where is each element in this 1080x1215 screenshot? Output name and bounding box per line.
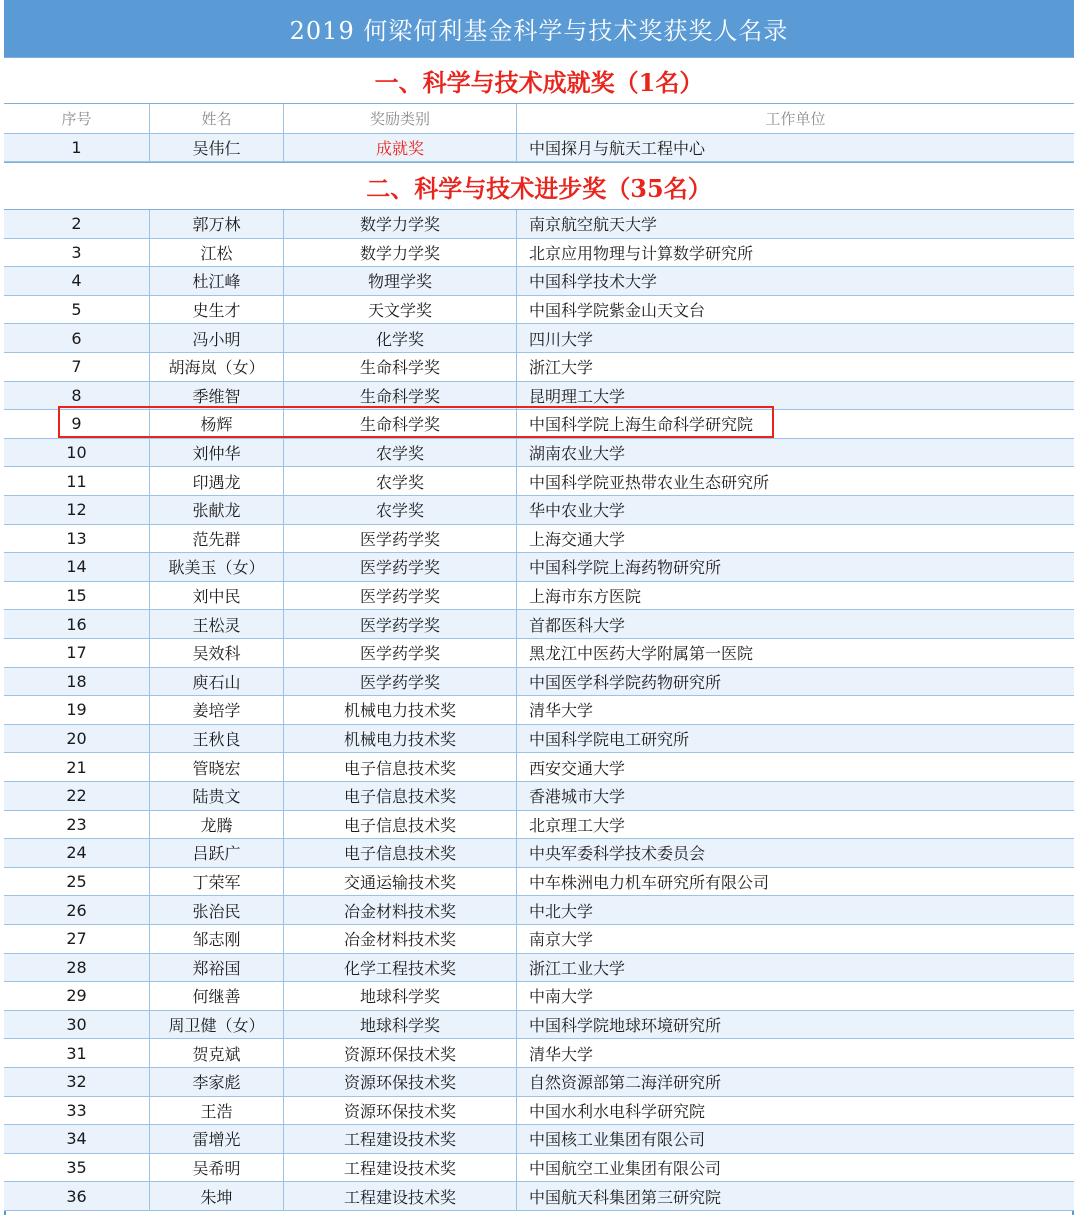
row-category: 天文学奖 [284, 296, 517, 324]
row-no: 30 [4, 1011, 150, 1039]
row-no: 27 [4, 925, 150, 953]
row-org: 南京航空航天大学 [529, 215, 658, 235]
table-row [4, 439, 1074, 468]
table-row [4, 496, 1074, 525]
row-category: 地球科学奖 [284, 1011, 517, 1039]
row-category: 医学药学奖 [284, 553, 517, 581]
row-no: 5 [4, 296, 150, 324]
row-no: 26 [4, 896, 150, 924]
row-org: 南京大学 [529, 930, 594, 950]
table-row [4, 382, 1074, 411]
row-category: 电子信息技术奖 [284, 753, 517, 781]
table-row [4, 1097, 1074, 1126]
row-name: 龙腾 [150, 811, 284, 839]
table-row [4, 782, 1074, 811]
row-category: 化学奖 [284, 324, 517, 352]
row-org: 上海交通大学 [529, 529, 626, 549]
row-no: 33 [4, 1097, 150, 1125]
table-row [4, 467, 1074, 496]
row-no: 7 [4, 353, 150, 381]
row-no: 35 [4, 1154, 150, 1182]
table-row [4, 1068, 1074, 1097]
row-name: 郭万林 [150, 210, 284, 238]
row-no: 11 [4, 467, 150, 495]
row-org: 中国科学院电工研究所 [529, 730, 690, 750]
row-org: 中央军委科学技术委员会 [529, 844, 706, 864]
row-name: 吴希明 [150, 1154, 284, 1182]
row-category: 农学奖 [284, 496, 517, 524]
row-name: 雷增光 [150, 1125, 284, 1153]
row-category: 医学药学奖 [284, 639, 517, 667]
row-org: 清华大学 [529, 1044, 594, 1064]
table-row [4, 582, 1074, 611]
row-no: 24 [4, 839, 150, 867]
row-no: 14 [4, 553, 150, 581]
row-name: 吕跃广 [150, 839, 284, 867]
row-org: 中国科学院紫金山天文台 [529, 301, 706, 321]
table-title: 2019 何梁何利基金科学与技术奖获奖人名录 [4, 0, 1074, 57]
table-row [4, 753, 1074, 782]
row-no: 34 [4, 1125, 150, 1153]
table-row [4, 134, 1074, 162]
table-row [4, 925, 1074, 954]
row-no: 12 [4, 496, 150, 524]
row-category: 资源环保技术奖 [284, 1039, 517, 1067]
row-org: 黑龙江中医药大学附属第一医院 [529, 644, 754, 664]
table-row [4, 1125, 1074, 1154]
column-header-row [4, 104, 1074, 134]
row-category: 资源环保技术奖 [284, 1068, 517, 1096]
row-category: 化学工程技术奖 [284, 954, 517, 982]
table-row [4, 610, 1074, 639]
row-category: 工程建设技术奖 [284, 1182, 517, 1210]
row-name: 张治民 [150, 896, 284, 924]
row-category: 医学药学奖 [284, 668, 517, 696]
row-name: 何继善 [150, 982, 284, 1010]
row-no: 22 [4, 782, 150, 810]
row-name: 江松 [150, 239, 284, 267]
row-category: 生命科学奖 [284, 382, 517, 410]
row-name: 丁荣军 [150, 868, 284, 896]
row-name: 贺克斌 [150, 1039, 284, 1067]
row-category: 电子信息技术奖 [284, 782, 517, 810]
row-org: 中北大学 [529, 901, 594, 921]
row-org: 清华大学 [529, 701, 594, 721]
row-name: 史生才 [150, 296, 284, 324]
table-row [4, 725, 1074, 754]
row-org: 中国航天科集团第三研究院 [529, 1187, 722, 1207]
table-row [4, 696, 1074, 725]
row-org: 中国探月与航天工程中心 [529, 139, 706, 158]
table-row [4, 410, 1074, 439]
row-org: 中国科学技术大学 [529, 272, 658, 292]
row-no: 1 [4, 134, 150, 161]
row-name: 王秋良 [150, 725, 284, 753]
row-no: 8 [4, 382, 150, 410]
column-header-org: 工作单位 [765, 110, 826, 128]
table-row [4, 954, 1074, 983]
row-no: 2 [4, 210, 150, 238]
row-org: 中国医学科学院药物研究所 [529, 672, 722, 692]
row-category: 农学奖 [284, 439, 517, 467]
row-category: 工程建设技术奖 [284, 1125, 517, 1153]
row-org: 四川大学 [529, 329, 594, 349]
table-row [4, 896, 1074, 925]
row-no: 10 [4, 439, 150, 467]
row-category: 农学奖 [284, 467, 517, 495]
table-row [4, 639, 1074, 668]
row-name: 邹志刚 [150, 925, 284, 953]
row-name: 季维智 [150, 382, 284, 410]
row-no: 21 [4, 753, 150, 781]
row-no: 23 [4, 811, 150, 839]
row-name: 张献龙 [150, 496, 284, 524]
row-category: 冶金材料技术奖 [284, 925, 517, 953]
row-name: 郑裕国 [150, 954, 284, 982]
row-name: 姜培学 [150, 696, 284, 724]
row-org: 香港城市大学 [529, 787, 626, 807]
row-category: 生命科学奖 [284, 410, 517, 438]
table-row [4, 210, 1074, 239]
row-category: 医学药学奖 [284, 525, 517, 553]
row-category: 生命科学奖 [284, 353, 517, 381]
column-header-category: 奖励类别 [284, 104, 517, 133]
row-category: 成就奖 [284, 134, 517, 161]
row-category: 工程建设技术奖 [284, 1154, 517, 1182]
row-name: 耿美玉（女） [150, 553, 284, 581]
table-row [4, 324, 1074, 353]
row-org: 自然资源部第二海洋研究所 [529, 1073, 722, 1093]
row-name: 胡海岚（女） [150, 353, 284, 381]
row-name: 王浩 [150, 1097, 284, 1125]
row-org: 中国科学院上海生命科学研究院 [529, 415, 754, 435]
table-row [4, 839, 1074, 868]
row-no: 18 [4, 668, 150, 696]
table-row [4, 525, 1074, 554]
row-name: 刘仲华 [150, 439, 284, 467]
row-org: 中国科学院上海药物研究所 [529, 558, 722, 578]
row-no: 3 [4, 239, 150, 267]
row-no: 19 [4, 696, 150, 724]
section-1-heading: 一、科学与技术成就奖（1名） [4, 57, 1074, 104]
row-no: 6 [4, 324, 150, 352]
row-org: 上海市东方医院 [529, 587, 642, 607]
row-name: 范先群 [150, 525, 284, 553]
column-header-no: 序号 [4, 104, 150, 133]
table-row [4, 553, 1074, 582]
row-org: 中南大学 [529, 987, 594, 1007]
table-row [4, 239, 1074, 268]
table-row [4, 1039, 1074, 1068]
row-name: 周卫健（女） [150, 1011, 284, 1039]
row-name: 杨辉 [150, 410, 284, 438]
table-row [4, 296, 1074, 325]
row-category: 物理学奖 [284, 267, 517, 295]
row-org: 中国科学院亚热带农业生态研究所 [529, 472, 770, 492]
row-no: 4 [4, 267, 150, 295]
row-name: 陆贵文 [150, 782, 284, 810]
row-no: 13 [4, 525, 150, 553]
table-row [4, 982, 1074, 1011]
row-category: 医学药学奖 [284, 582, 517, 610]
row-category: 机械电力技术奖 [284, 725, 517, 753]
row-name: 冯小明 [150, 324, 284, 352]
row-org: 浙江工业大学 [529, 958, 626, 978]
row-org: 首都医科大学 [529, 615, 626, 635]
row-category: 电子信息技术奖 [284, 811, 517, 839]
row-category: 数学力学奖 [284, 210, 517, 238]
row-no: 31 [4, 1039, 150, 1067]
row-name: 管晓宏 [150, 753, 284, 781]
table-row [4, 811, 1074, 840]
row-org: 中国水利水电科学研究院 [529, 1101, 706, 1121]
column-header-name: 姓名 [150, 104, 284, 133]
row-org: 昆明理工大学 [529, 386, 626, 406]
table-row [4, 668, 1074, 697]
table-row [4, 267, 1074, 296]
row-name: 刘中民 [150, 582, 284, 610]
row-org: 中国科学院地球环境研究所 [529, 1016, 722, 1036]
table-row [4, 353, 1074, 382]
row-org: 浙江大学 [529, 358, 594, 378]
row-no: 28 [4, 954, 150, 982]
row-no: 20 [4, 725, 150, 753]
row-category: 机械电力技术奖 [284, 696, 517, 724]
row-name: 王松灵 [150, 610, 284, 638]
row-no: 17 [4, 639, 150, 667]
table-row [4, 1011, 1074, 1040]
row-category: 交通运输技术奖 [284, 868, 517, 896]
row-no: 15 [4, 582, 150, 610]
table-row [4, 1182, 1074, 1211]
row-category: 电子信息技术奖 [284, 839, 517, 867]
row-org: 湖南农业大学 [529, 444, 626, 464]
row-name: 印遇龙 [150, 467, 284, 495]
row-org: 中国核工业集团有限公司 [529, 1130, 706, 1150]
row-no: 9 [4, 410, 150, 438]
row-name: 吴伟仁 [150, 134, 284, 161]
row-no: 25 [4, 868, 150, 896]
section-2-heading: 二、科学与技术进步奖（35名） [4, 162, 1074, 210]
row-category: 资源环保技术奖 [284, 1097, 517, 1125]
row-category: 数学力学奖 [284, 239, 517, 267]
row-org: 中车株洲电力机车研究所有限公司 [529, 873, 770, 893]
row-name: 李家彪 [150, 1068, 284, 1096]
row-org: 北京理工大学 [529, 815, 626, 835]
row-org: 西安交通大学 [529, 758, 626, 778]
row-name: 朱坤 [150, 1182, 284, 1210]
row-name: 庾石山 [150, 668, 284, 696]
row-no: 36 [4, 1182, 150, 1210]
row-no: 16 [4, 610, 150, 638]
row-org: 北京应用物理与计算数学研究所 [529, 243, 754, 263]
row-category: 冶金材料技术奖 [284, 896, 517, 924]
table-row [4, 1154, 1074, 1183]
row-name: 吴效科 [150, 639, 284, 667]
row-name: 杜江峰 [150, 267, 284, 295]
table-row [4, 868, 1074, 897]
row-no: 29 [4, 982, 150, 1010]
row-no: 32 [4, 1068, 150, 1096]
row-org: 华中农业大学 [529, 501, 626, 521]
row-org: 中国航空工业集团有限公司 [529, 1159, 722, 1179]
row-category: 医学药学奖 [284, 610, 517, 638]
row-category: 地球科学奖 [284, 982, 517, 1010]
